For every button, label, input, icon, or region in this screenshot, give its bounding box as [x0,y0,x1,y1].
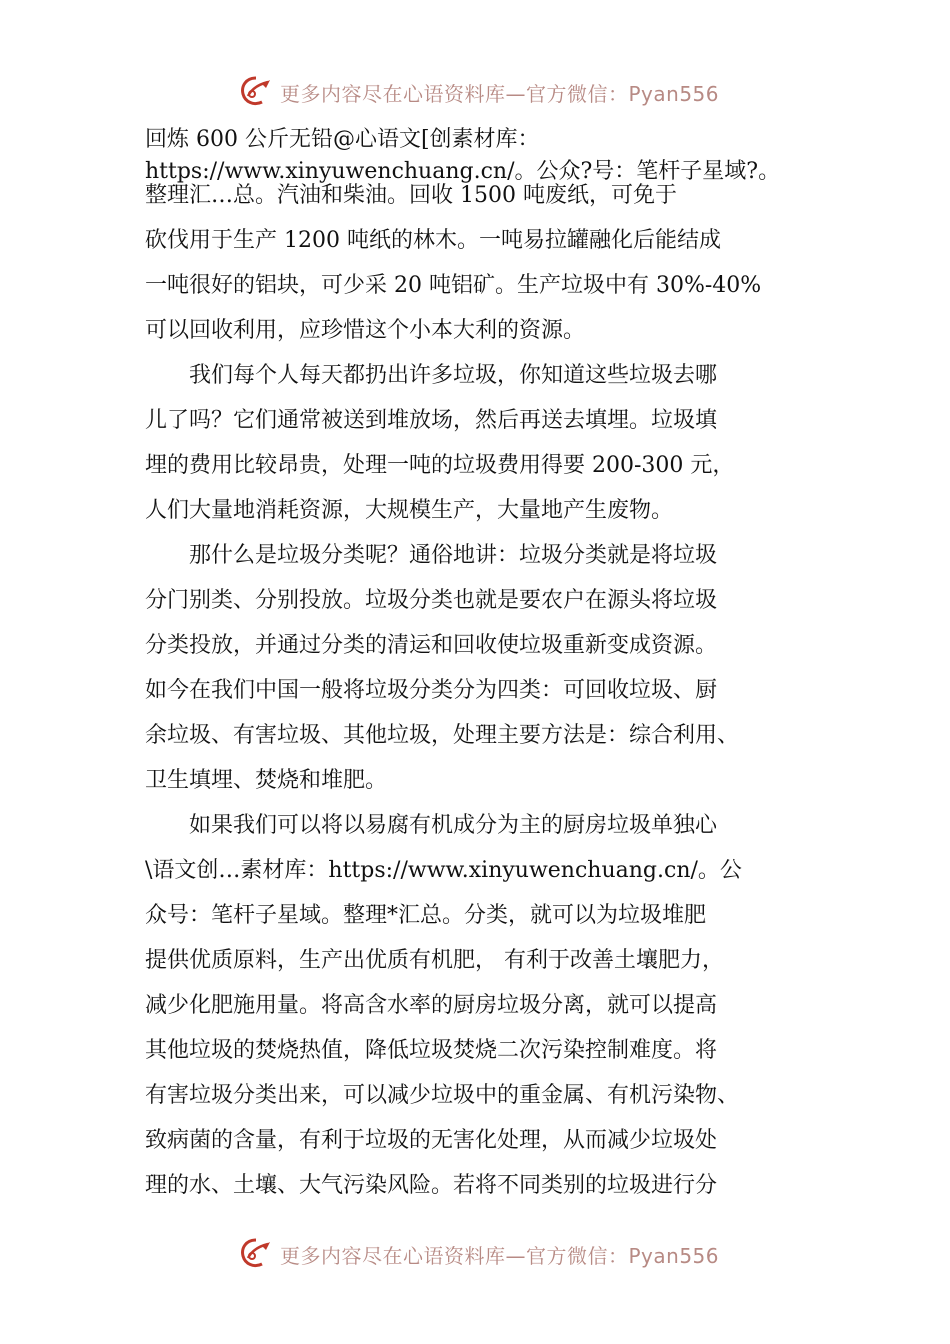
text-line: 回炼 600 公斤无铅@心语文[创素材库： [145,127,540,152]
text-line: 提供优质原料，生产出优质有机肥， 有利于改善土壤肥力， [145,948,724,973]
document-body [145,128,835,1198]
text-line: 儿了吗？它们通常被送到堆放场，然后再送去填埋。垃圾填 [145,408,718,433]
text-line: 如今在我们中国一般将垃圾分类分为四类：可回收垃圾、厨 [145,678,718,703]
text-line: \语文创…素材库：https://www.xinyuwenchuang.cn/。公 [145,858,742,883]
text-line: 有害垃圾分类出来，可以减少垃圾中的重金属、有机污染物、 [145,1083,740,1108]
text-line: 砍伐用于生产 1200 吨纸的林木。一吨易拉罐融化后能结成 [145,228,721,253]
text-line: 众号：笔杆子星域。整理*汇总。分类，就可以为垃圾堆肥 [145,903,707,928]
text-line: 余垃圾、有害垃圾、其他垃圾，处理主要方法是：综合利用、 [145,723,740,748]
text-line: 理的水、土壤、大气污染风险。若将不同类别的垃圾进行分 [145,1173,718,1198]
text-line: 分类投放，并通过分类的清运和回收使垃圾重新变成资源。 [145,633,718,658]
pen-swirl-logo-icon [238,74,274,110]
text-line: 人们大量地消耗资源，大规模生产，大量地产生废物。 [145,498,674,523]
text-line: 致病菌的含量，有利于垃圾的无害化处理，从而减少垃圾处 [145,1128,718,1153]
text-line: 其他垃圾的焚烧热值，降低垃圾焚烧二次污染控制难度。将 [145,1038,718,1063]
header-banner-text: 更多内容尽在心语资料库—官方微信：Pyan556 [280,81,720,106]
text-line: https://www.xinyuwenchuang.cn/。公众?号：笔杆子星域?。 [145,159,781,184]
text-line: 一吨很好的铝块，可少采 20 吨铝矿。生产垃圾中有 30%-40% [145,273,762,298]
text-line: 减少化肥施用量。将高含水率的厨房垃圾分离，就可以提高 [145,993,718,1018]
text-line: 整理汇…总。汽油和柴油。回收 1500 吨废纸，可免于 [145,183,677,208]
text-line: 分门别类、分别投放。垃圾分类也就是要农户在源头将垃圾 [145,588,718,613]
text-line: 可以回收利用，应珍惜这个小本大利的资源。 [145,318,586,343]
text-line: 卫生填埋、焚烧和堆肥。 [145,768,388,793]
text-line: 如果我们可以将以易腐有机成分为主的厨房垃圾单独心 [145,813,718,838]
text-line: 埋的费用比较昂贵，处理一吨的垃圾费用得要 200-300 元， [145,453,735,478]
text-line: 那什么是垃圾分类呢？通俗地讲：垃圾分类就是将垃圾 [145,543,718,568]
pen-swirl-logo-icon [238,1236,274,1272]
header-banner [238,72,738,112]
footer-banner-text: 更多内容尽在心语资料库—官方微信：Pyan556 [280,1243,720,1268]
footer-banner [238,1234,738,1274]
text-line: 我们每个人每天都扔出许多垃圾，你知道这些垃圾去哪 [145,363,718,388]
